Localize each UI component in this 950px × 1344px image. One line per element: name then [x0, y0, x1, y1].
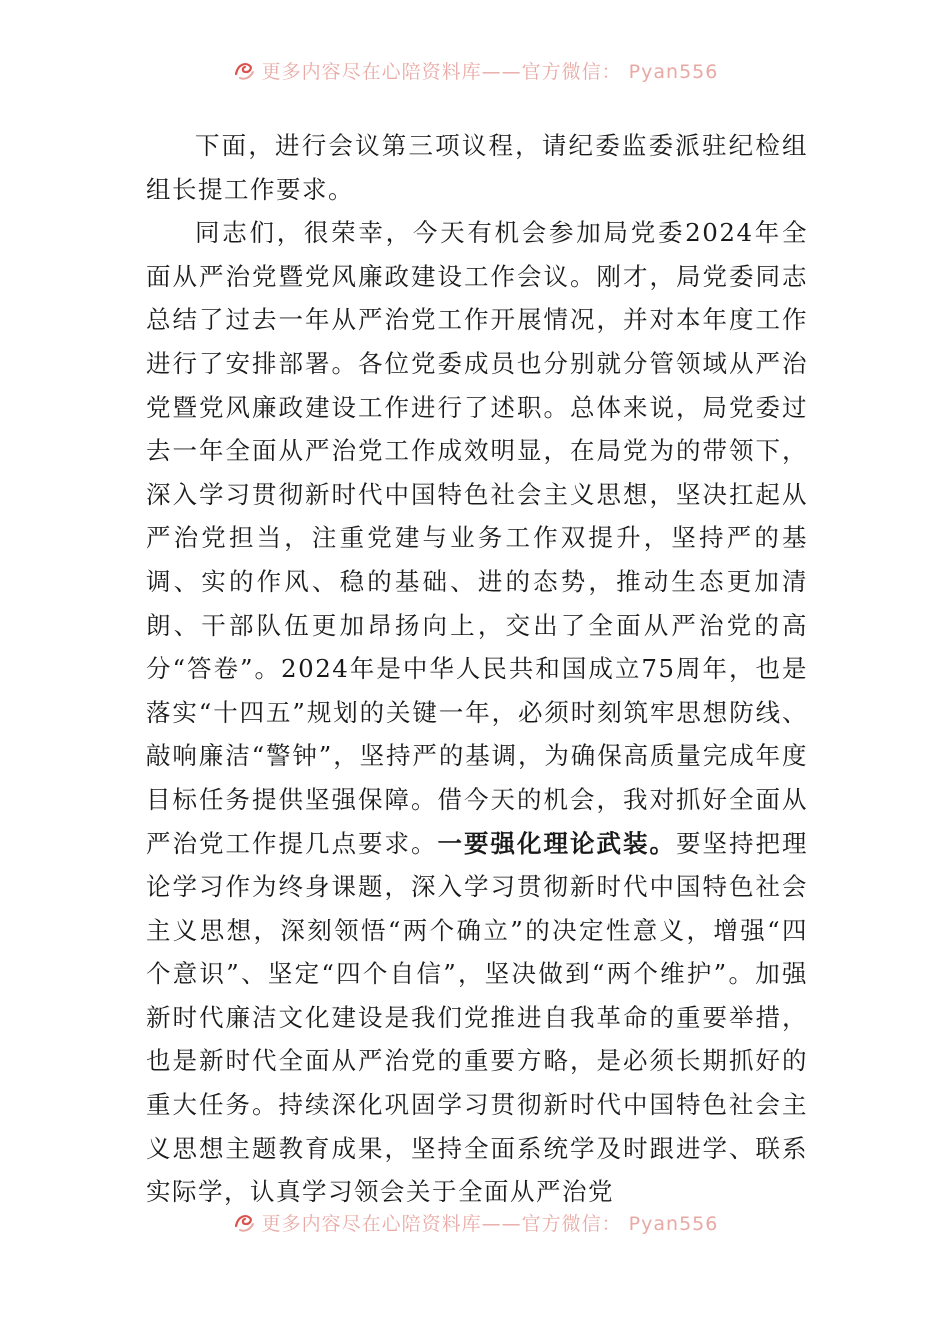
- speech-bold-heading: 一要强化理论武装。: [437, 828, 676, 858]
- paragraph-agenda: 下面，进行会议第三项议程，请纪委监委派驻纪检组组长提工作要求。: [146, 131, 808, 204]
- speech-text-continued: 要坚持把理论学习作为终身课题，深入学习贯彻新时代中国特色社会主义思想，深刻领悟“两个确立”的决定性意义，增强“四个意识”、坚定“四个自信”，坚决做到“两个维护”。加强新时代廉洁文化建设是我们党推进自我革命的重要举措，也是新时代全面从严治党的重要方略，是必须长期抓好的重大任务。持续深化巩固学习贯彻新时代中国特色社会主义思想主题教育成果，坚持全面系统学及时跟进学、联系实际学，认真学习领会关于全面从严治党: [146, 828, 808, 1207]
- watermark-text: 更多内容尽在心陪资料库——官方微信： Pyan556: [261, 1212, 719, 1235]
- header-watermark: [0, 52, 950, 88]
- speech-text-intro: 同志们，很荣幸，今天有机会参加局党委2024年全面从严治党暨党风廉政建设工作会议。刚才，局党委同志总结了过去一年从严治党工作开展情况，并对本年度工作进行了安排部署。各位党委成员也分别就分管领域从严治党暨党风廉政建设工作进行了述职。总体来说，局党委过去一年全面从严治党工作成效明显，在局党为的带领下，深入学习贯彻新时代中国特色社会主义思想，坚决扛起从严治党担当，注重党建与业务工作双提升，坚持严的基调、实的作风、稳的基础、进的态势，推动生态更加清朗、干部队伍更加昂扬向上，交出了全面从严治党的高分“答卷”。2024年是中华人民共和国成立75周年，也是落实“十四五”规划的关键一年，必须时刻筑牢思想防线、敲响廉洁“警钟”，坚持严的基调，为确保高质量完成年度目标任务提供坚强保障。借今天的机会，我对抓好全面从严治党工作提几点要求。: [146, 218, 808, 858]
- logo-icon: [232, 58, 256, 82]
- document-body: [146, 124, 808, 1214]
- watermark-text: 更多内容尽在心陪资料库——官方微信： Pyan556: [261, 60, 719, 83]
- footer-watermark: [0, 1204, 950, 1240]
- paragraph-speech: [146, 211, 808, 1214]
- logo-icon: [232, 1210, 256, 1234]
